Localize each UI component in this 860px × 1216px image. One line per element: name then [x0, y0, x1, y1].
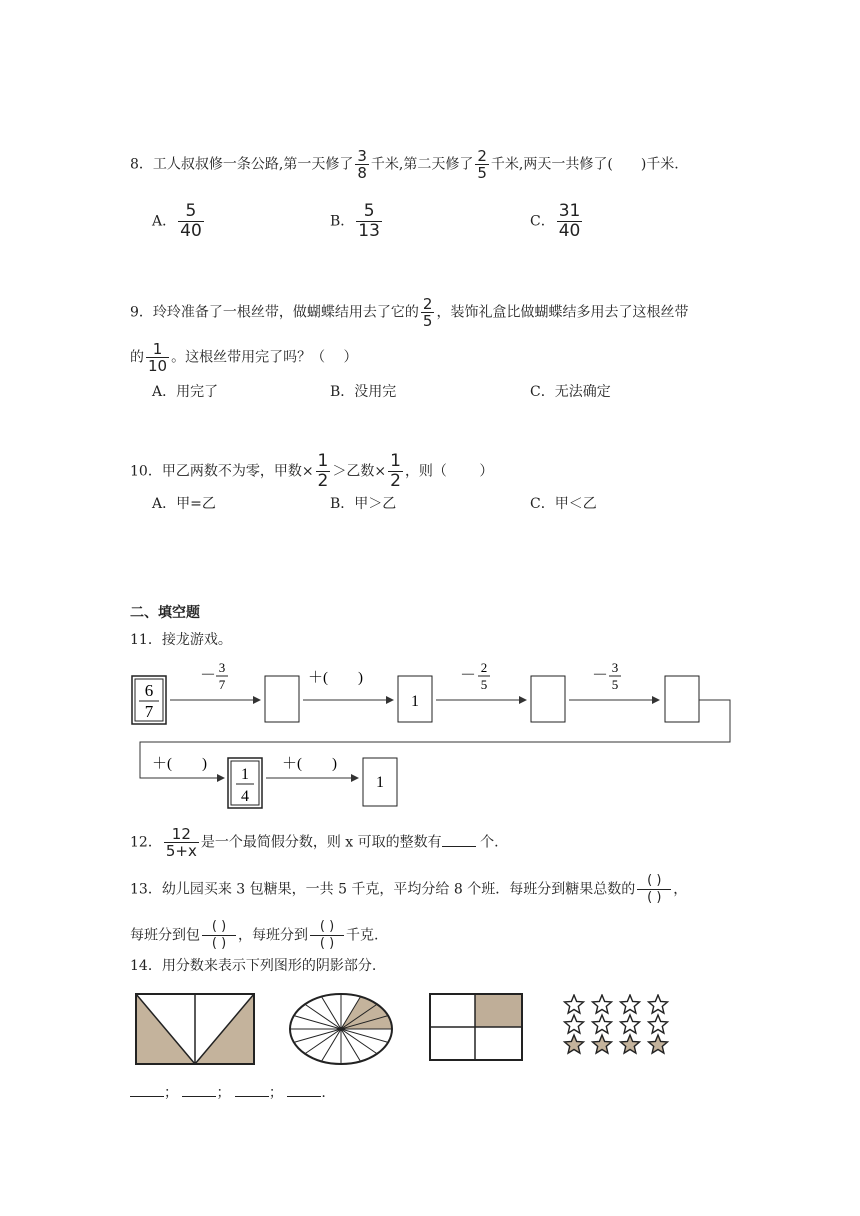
star: [621, 995, 640, 1013]
svg-text:7: 7: [144, 702, 154, 721]
q11-stem: 11．接龙游戏。: [130, 632, 232, 648]
section-title: 二、填空题: [130, 605, 200, 621]
svg-text:1: 1: [411, 693, 419, 710]
q9-stem-line2: 的 $\frac{1}{10}$ 。这根丝带用完了吗？（ ）: [130, 340, 358, 375]
q13-stem-line1: 13．幼儿园买来 3 包糖果，一共 5 千克，平均分给 8 个班．每班分到糖果总数的 $\frac{( )}{( )}$ ，: [130, 873, 688, 905]
answer-box-2[interactable]: [265, 676, 299, 722]
blank-fraction[interactable]: $\frac{( )}{( )}$: [202, 919, 236, 952]
blank-fraction[interactable]: $\frac{( )}{( )}$: [637, 873, 671, 906]
star: [565, 995, 584, 1013]
q9-option-a[interactable]: A．用完了: [152, 384, 219, 400]
svg-text:－: －: [592, 667, 609, 684]
q8-option-c[interactable]: C． $\frac{31}{40}$: [530, 201, 581, 241]
svg-text:1: 1: [241, 766, 249, 783]
answer-blank[interactable]: [130, 1082, 164, 1097]
q9-option-b[interactable]: B．没用完: [330, 384, 397, 400]
q10-option-b[interactable]: B．甲＞乙: [330, 496, 397, 512]
answer-box-5[interactable]: [665, 676, 699, 722]
shaded-star: [621, 1035, 640, 1053]
svg-text:1: 1: [376, 774, 384, 791]
svg-text:4: 4: [241, 788, 249, 805]
fraction: $\frac{2}{5}$: [477, 147, 487, 182]
svg-text:5: 5: [480, 677, 488, 692]
q14-stem: 14．用分数来表示下列图形的阴影部分.: [130, 958, 377, 974]
q8-option-a[interactable]: A． $\frac{5}{40}$: [152, 201, 202, 241]
svg-text:7: 7: [218, 677, 226, 692]
q13-stem-line2: 每班分到包 $\frac{( )}{( )}$ ，每班分到 $\frac{( )}{( )}$ 千克.: [130, 919, 379, 951]
star: [649, 1015, 668, 1033]
op1-label: [200, 660, 228, 692]
q14-answers: ； ； ； .: [130, 1082, 326, 1103]
blank-fraction[interactable]: $\frac{( )}{( )}$: [310, 919, 344, 952]
svg-text:6: 6: [144, 681, 154, 700]
star: [565, 1015, 584, 1033]
svg-text:5: 5: [611, 677, 619, 692]
answer-blank[interactable]: [442, 832, 476, 847]
box-6: [228, 758, 262, 808]
q9-stem-line1: 9．玲玲准备了一根丝带，做蝴蝶结用去了它的 $\frac{2}{5}$ ，装饰礼盒比做蝴蝶结多用去了这根丝带: [130, 295, 689, 330]
shaded-star: [649, 1035, 668, 1053]
q10-option-a[interactable]: A．甲=乙: [152, 496, 216, 512]
star: [621, 1015, 640, 1033]
fraction: $\frac{3}{8}$: [357, 147, 367, 182]
q10-stem: 10．甲乙两数不为零，甲数× $\frac{1}{2}$ ＞乙数× $\frac{1}{2}$ ，则（ ）: [130, 451, 494, 491]
figure-rectangle-triangles: [134, 992, 256, 1066]
figure-stars: [562, 994, 674, 1056]
answer-blank[interactable]: [287, 1082, 321, 1097]
svg-text:－: －: [460, 667, 477, 684]
star: [593, 1015, 612, 1033]
svg-text:2: 2: [480, 660, 488, 675]
q10-option-c[interactable]: C．甲＜乙: [530, 496, 597, 512]
q8-option-b[interactable]: B． $\frac{5}{13}$: [330, 201, 380, 241]
star: [649, 995, 668, 1013]
figure-ellipse-sectors: [288, 992, 394, 1066]
svg-text:－: －: [200, 667, 217, 684]
svg-text:3: 3: [218, 660, 226, 675]
answer-box-4[interactable]: [531, 676, 565, 722]
op6-label: ＋( ): [282, 756, 337, 772]
chain-game-diagram: [120, 654, 740, 814]
op3-label: [460, 660, 490, 692]
shaded-star: [565, 1035, 584, 1053]
svg-text:3: 3: [611, 660, 619, 675]
q12-stem: 12． $\frac{12}{5+x}$ 是一个最简假分数，则 x 可取的整数有 个.: [130, 825, 499, 860]
shaded-star: [593, 1035, 612, 1053]
q9-option-c[interactable]: C．无法确定: [530, 384, 611, 400]
answer-blank[interactable]: [235, 1082, 269, 1097]
op4-label: [592, 660, 621, 692]
start-box: [132, 676, 166, 724]
star: [593, 995, 612, 1013]
q8-stem: 8．工人叔叔修一条公路,第一天修了 $\frac{3}{8}$ 千米,第二天修了 $\frac{2}{5}$ 千米,两天一共修了( )千米.: [130, 147, 679, 182]
figure-grid-quarters: [428, 992, 524, 1062]
op5-label: ＋( ): [152, 756, 207, 772]
op2-label: ＋( ): [308, 670, 363, 686]
answer-blank[interactable]: [182, 1082, 216, 1097]
